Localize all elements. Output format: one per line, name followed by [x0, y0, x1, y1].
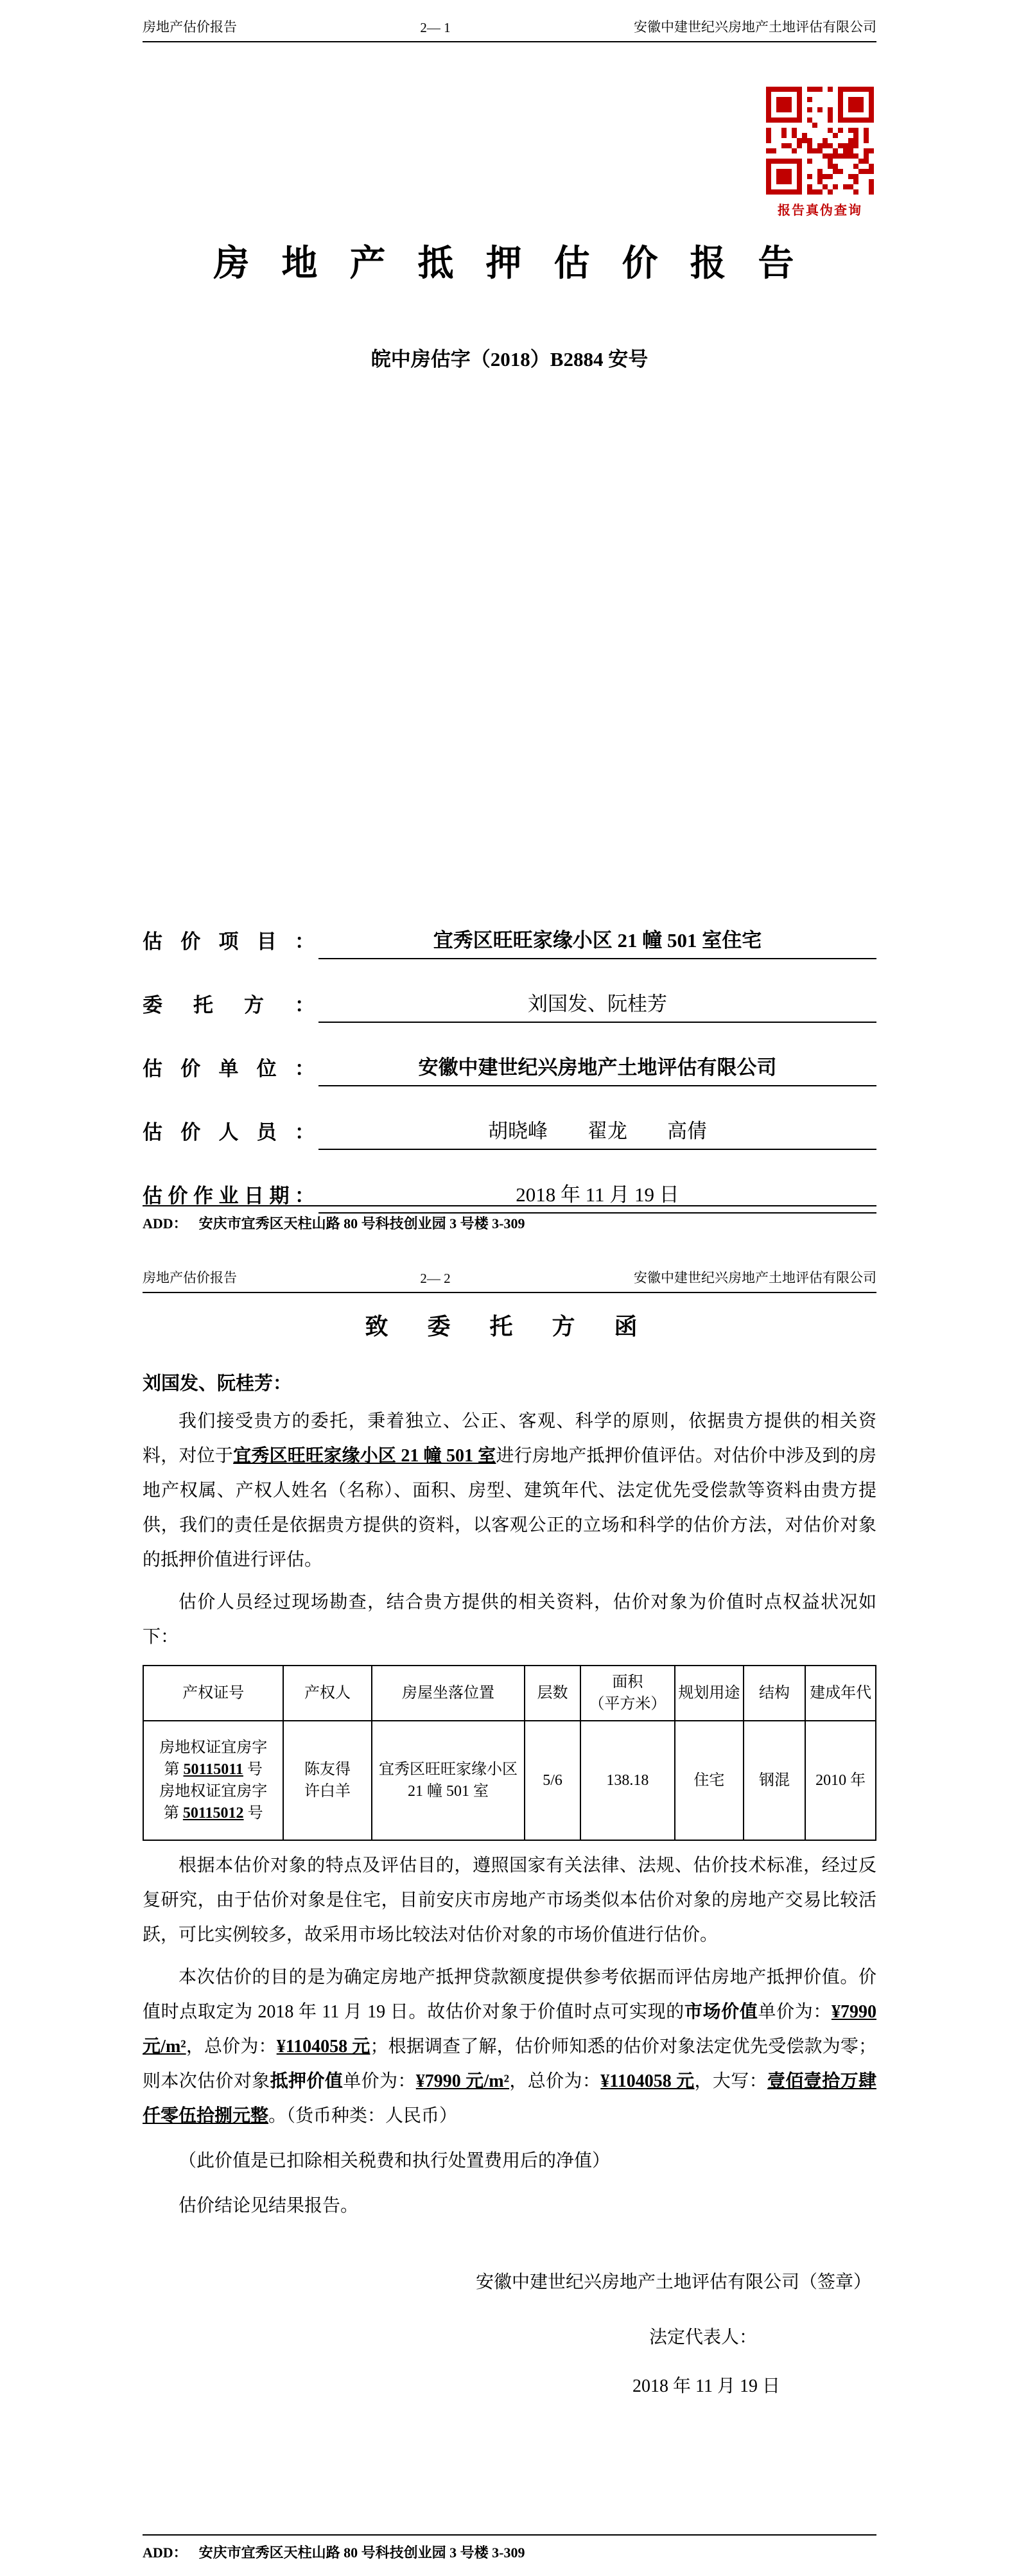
- field-project: [143, 924, 876, 959]
- text-segment: 单价为：: [758, 2002, 832, 2022]
- col-header-structure: 结构: [744, 1666, 806, 1721]
- table-header-row: [143, 1666, 876, 1721]
- qr-caption: 报告真伪查询: [778, 204, 862, 218]
- cell-cert-numbers: 房地权证宜房字 第 50115011 号 房地权证宜房字 第 50115012 号: [143, 1721, 283, 1840]
- cell-year: 2010 年: [805, 1721, 876, 1840]
- text-segment: ，总价为：: [509, 2071, 601, 2091]
- cell-floors: 5/6: [525, 1721, 580, 1840]
- footer-address: 安庆市宜秀区天柱山路 80 号科技创业园 3 号楼 3-309: [198, 2545, 525, 2561]
- text-segment: 本次估价的目的是为确定房地产抵押贷款额度提供参考依据而评估房地产抵押价值。价值时点取定为 2018 年 11 月 19 日。故估价对象于价值时点可实现的: [143, 1967, 876, 2022]
- text-segment: ，大写：: [694, 2071, 768, 2091]
- col-header-use: 规划用途: [675, 1666, 744, 1721]
- paragraph-survey: 估价人员经过现场勘查，结合贵方提供的相关资料，估价对象为价值时点权益状况如下：: [143, 1592, 876, 1647]
- col-header-area: 面积 （平方米）: [580, 1666, 675, 1721]
- text-segment: 。（货币种类：人民币）: [268, 2106, 458, 2126]
- field-agency-value: 安徽中建世纪兴房地产土地评估有限公司: [418, 1056, 777, 1079]
- header-doc-type: 房地产估价报告: [143, 19, 237, 35]
- field-agency-line: [318, 1051, 876, 1086]
- letter-title: 致 委 托 方 函: [365, 1314, 654, 1339]
- cell-use: 住宅: [675, 1721, 744, 1840]
- field-client-line: [318, 988, 876, 1023]
- header-page-number: 2— 1: [420, 20, 451, 35]
- table-row: [143, 1721, 876, 1840]
- text-segment: 我们接受贵方的委托，秉着独立、公正、客观、科学的原则，依据贵方提供的相关资料，对位于: [143, 1411, 876, 1466]
- header-company-name: 安徽中建世纪兴房地产土地评估有限公司: [634, 1270, 876, 1285]
- qr-verification-block: [763, 87, 876, 218]
- cert-number-1: 50115011: [183, 1761, 243, 1778]
- field-client-value: 刘国发、阮桂芳: [528, 993, 667, 1015]
- field-date-label: 估价作业日期：: [143, 1185, 315, 1207]
- field-staff-value: 胡晓峰 翟龙 高倩: [488, 1120, 707, 1142]
- field-staff: [143, 1115, 876, 1150]
- page-2-letter: [0, 1258, 1019, 2576]
- field-project-label: 估价项目：: [143, 930, 315, 953]
- subject-property: 宜秀区旺旺家缘小区 21 幢 501 室: [233, 1446, 496, 1466]
- signature-date: 2018 年 11 月 19 日: [632, 2376, 780, 2396]
- conclusion-note: 估价结论见结果报告。: [179, 2196, 359, 2216]
- footer-address: 安庆市宜秀区天柱山路 80 号科技创业园 3 号楼 3-309: [198, 1215, 525, 1231]
- page-header: [143, 0, 876, 42]
- cell-area: 138.18: [580, 1721, 675, 1840]
- mortgage-value-term: 抵押价值: [270, 2071, 344, 2091]
- cover-fields: [143, 924, 876, 1214]
- text-segment: 单价为：: [343, 2071, 416, 2091]
- col-header-cert: 产权证号: [143, 1666, 283, 1721]
- field-agency: [143, 1051, 876, 1086]
- text-segment: ，总价为：: [186, 2037, 277, 2057]
- field-staff-line: [318, 1115, 876, 1150]
- cell-structure: 钢混: [744, 1721, 806, 1840]
- qr-code-icon: [766, 87, 874, 195]
- col-header-location: 房屋坐落位置: [372, 1666, 525, 1721]
- paragraph-method: 根据本估价对象的特点及评估目的，遵照国家有关法律、法规、估价技术标准，经过反复研究，由于估价对象是住宅，目前安庆市房地产市场类似本估价对象的房地产交易比较活跃，可比实例较多，故采用市场比较法对估价对象的市场价值进行估价。: [143, 1856, 876, 1945]
- report-number: 皖中房估字（2018）B2884 安号: [370, 348, 649, 370]
- cert-number-2: 50115012: [182, 1805, 244, 1822]
- signature-block: [143, 2270, 876, 2399]
- header-company-name: 安徽中建世纪兴房地产土地评估有限公司: [634, 19, 876, 35]
- footer-add-label: ADD：: [143, 1215, 187, 1231]
- market-unit-price: ¥7990 元/m²: [143, 2002, 876, 2057]
- cell-location: 宜秀区旺旺家缘小区 21 幢 501 室: [372, 1721, 525, 1840]
- amount-in-words: 壹佰壹拾万肆仟零伍拾捌元整: [143, 2071, 876, 2126]
- field-agency-label: 估价单位：: [143, 1057, 315, 1080]
- header-page-number: 2— 2: [420, 1271, 451, 1286]
- page-footer: [143, 1205, 876, 1233]
- report-title: 房 地 产 抵 押 估 价 报 告: [213, 244, 806, 284]
- paragraph-commission: [143, 1404, 876, 1578]
- text-segment: ；根据调查了解，估价师知悉的估价对象法定优先受偿款为零；则本次估价对象: [143, 2037, 876, 2091]
- property-rights-table: [143, 1665, 876, 1841]
- field-client-label: 委托方：: [143, 994, 315, 1016]
- net-value-note: （此价值是已扣除相关税费和执行处置费用后的净值）: [179, 2151, 611, 2171]
- field-date-value: 2018 年 11 月 19 日: [516, 1183, 679, 1206]
- col-header-year: 建成年代: [805, 1666, 876, 1721]
- col-header-floors: 层数: [525, 1666, 580, 1721]
- market-value-term: 市场价值: [684, 2002, 758, 2022]
- field-project-line: [318, 924, 876, 959]
- cell-owner: 陈友得 许白羊: [283, 1721, 371, 1840]
- mortgage-unit-price: ¥7990 元/m²: [415, 2071, 509, 2091]
- field-client: [143, 988, 876, 1023]
- field-staff-label: 估价人员：: [143, 1121, 315, 1144]
- page-footer: [143, 2534, 876, 2562]
- header-doc-type: 房地产估价报告: [143, 1270, 237, 1285]
- footer-add-label: ADD：: [143, 2545, 187, 2561]
- text-segment: 进行房地产抵押价值评估。对估价中涉及到的房地产权属、产权人姓名（名称）、面积、房型、建筑年代、法定优先受偿款等资料由贵方提供，我们的责任是依据贵方提供的资料，以客观公正的立场和科学的估价方法，对估价对象的抵押价值进行评估。: [143, 1446, 876, 1570]
- signature-company: 安徽中建世纪兴房地产土地评估有限公司（签章）: [475, 2272, 871, 2292]
- mortgage-total-price: ¥1104058 元: [600, 2071, 695, 2091]
- signature-legal-representative: 法定代表人：: [649, 2328, 757, 2347]
- page-header: [143, 1258, 876, 1293]
- field-project-value: 宜秀区旺旺家缘小区 21 幢 501 室住宅: [433, 929, 762, 952]
- col-header-owner: 产权人: [283, 1666, 371, 1721]
- page-1-cover: [0, 0, 1019, 1258]
- salutation: 刘国发、阮桂芳：: [143, 1373, 292, 1394]
- paragraph-valuation: [143, 1960, 876, 2134]
- market-total-price: ¥1104058 元: [276, 2037, 370, 2057]
